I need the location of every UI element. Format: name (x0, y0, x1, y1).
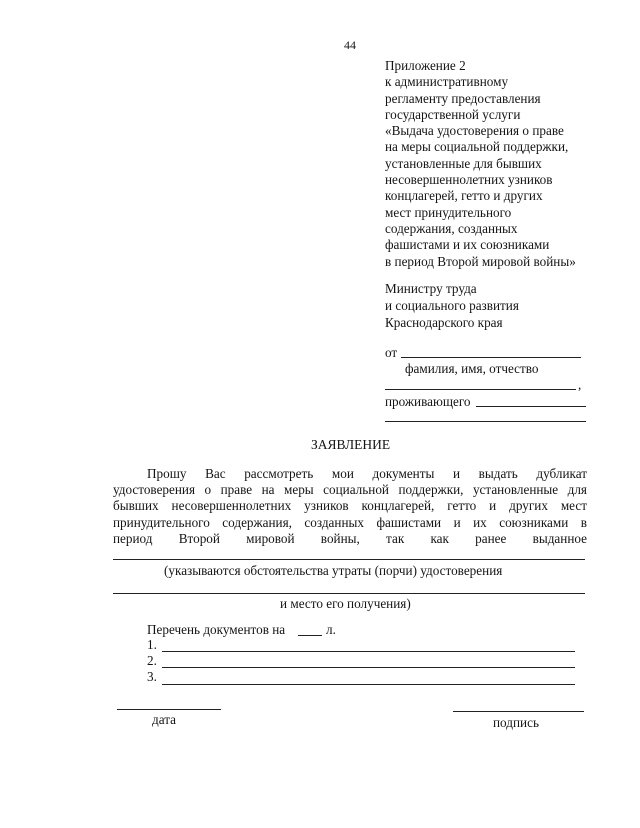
appendix-line: регламенту предоставления (385, 90, 541, 106)
appendix-line: фашистами и их союзниками (385, 237, 550, 253)
appendix-line: на меры социальной поддержки, (385, 139, 569, 155)
appendix-line: несовершеннолетних узников (385, 172, 553, 188)
loss-circumstances-field[interactable] (113, 559, 585, 560)
body-line: удостоверения о праве на меры социальной поддержки, установленные для (113, 482, 587, 497)
caption-loss-circumstances: (указываются обстоятельства утраты (порчи) удостоверения (164, 563, 503, 578)
name-caption: фамилия, имя, отчество (405, 361, 539, 376)
appendix-line: государственной услуги (385, 106, 521, 122)
page-number: 44 (344, 38, 356, 52)
appendix-line: Приложение 2 (385, 58, 466, 73)
document-item-number: 2. (147, 653, 157, 668)
document-item-number: 3. (147, 669, 157, 684)
addressee-line: и социального развития (385, 298, 519, 313)
appendix-block (385, 58, 576, 270)
document-item-field[interactable] (162, 667, 575, 668)
pages-count-field[interactable] (298, 635, 322, 636)
residing-address-field[interactable] (476, 406, 586, 407)
document-item-field[interactable] (162, 684, 575, 685)
body-line: принудительного содержания, созданных фашистами и их союзниками в (113, 515, 587, 530)
body-line: Прошу Вас рассмотреть мои документы и выдать дубликат (147, 466, 587, 481)
appendix-line: к административному (385, 74, 509, 90)
residing-label: проживающего (385, 394, 471, 409)
appendix-line: в период Второй мировой войны» (385, 253, 576, 269)
signature-label: подпись (493, 715, 539, 730)
address-continuation-field[interactable] (385, 421, 586, 422)
document-item-number: 1. (147, 637, 157, 652)
addressee-block (385, 280, 519, 331)
appendix-line: концлагерей, гетто и других (385, 188, 543, 204)
addressee-line: Краснодарского края (385, 315, 503, 330)
signature-field[interactable] (453, 711, 584, 712)
caption-receipt-place: и место его получения) (280, 596, 411, 611)
from-name-field[interactable] (401, 357, 581, 358)
date-label: дата (152, 712, 176, 727)
addressee-line: Министру труда (385, 281, 477, 296)
pages-unit: л. (326, 622, 336, 637)
body-line: бывших несовершеннолетних узников концлагерей, гетто и других мест (113, 498, 587, 513)
appendix-line: установленные для бывших (385, 155, 542, 171)
from-label: от (385, 345, 398, 360)
body-line: период Второй мировой войны, так как ранее выданное (113, 531, 587, 546)
appendix-line: мест принудительного (385, 204, 512, 220)
document-title: ЗАЯВЛЕНИЕ (311, 437, 391, 452)
receipt-place-field[interactable] (113, 593, 585, 594)
date-field[interactable] (117, 709, 221, 710)
document-item-field[interactable] (162, 651, 575, 652)
name-continuation-field[interactable] (385, 389, 576, 390)
comma: , (578, 377, 582, 392)
appendix-line: содержания, созданных (385, 220, 518, 236)
documents-heading: Перечень документов на (147, 622, 286, 637)
appendix-line: «Выдача удостоверения о праве (385, 123, 564, 139)
